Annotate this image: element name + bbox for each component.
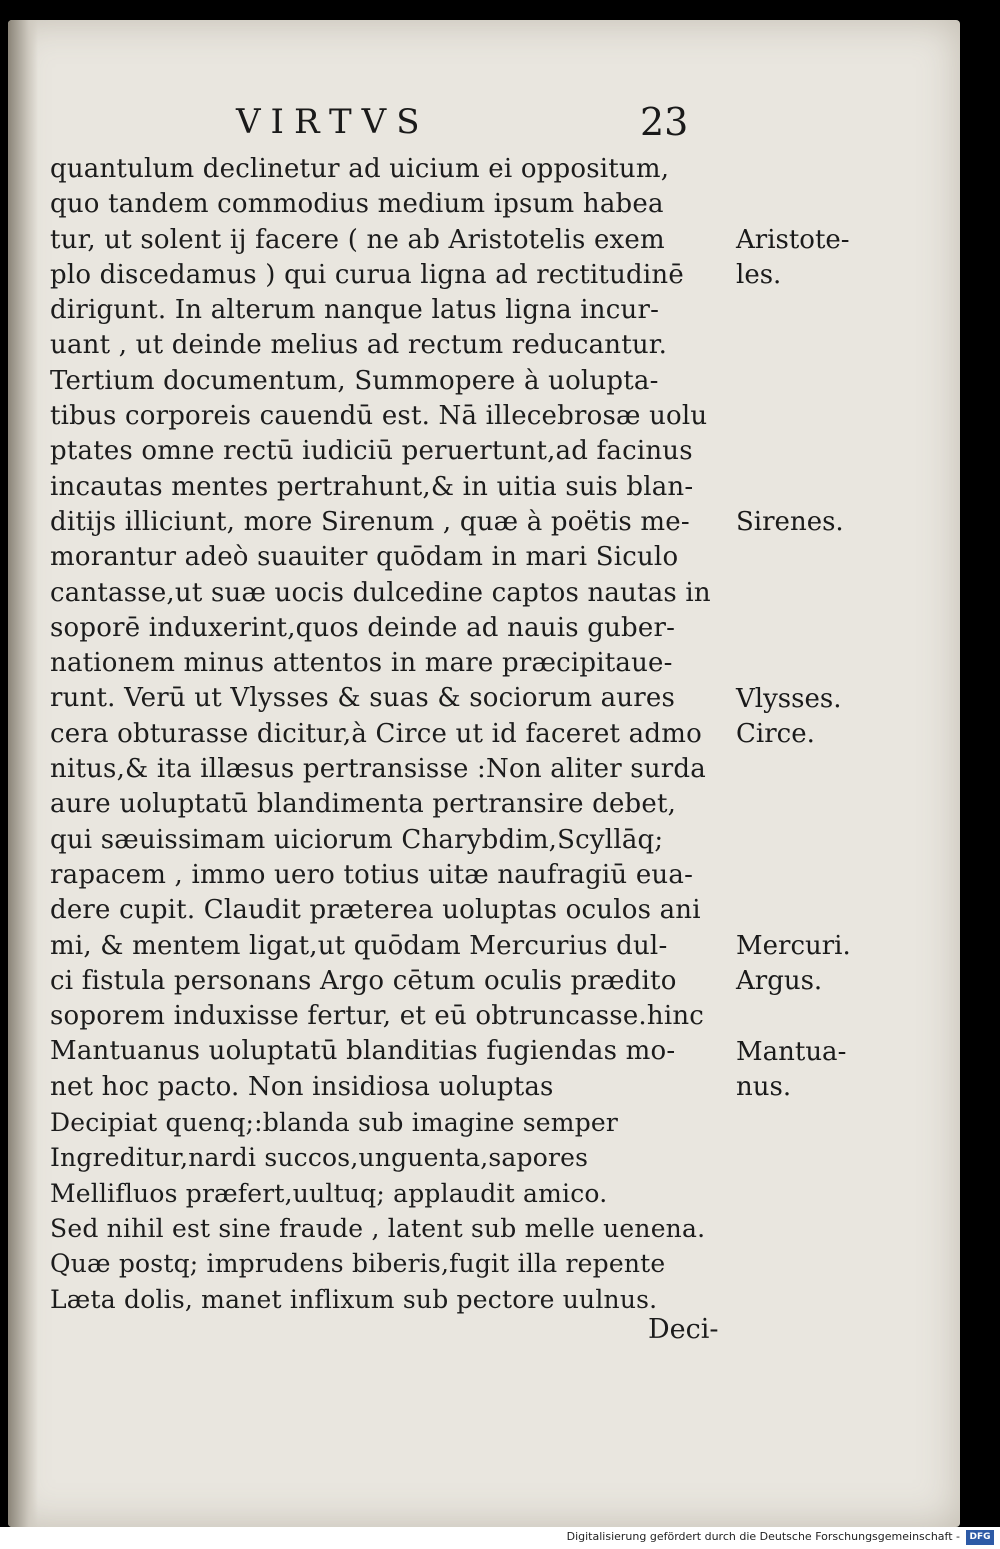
text-line: cantasse,ut suæ uocis dulcedine captos nautas in xyxy=(50,577,711,608)
text-line: Tertium documentum, Summopere à uolupta- xyxy=(50,365,659,396)
funding-credit: Digitalisierung gefördert durch die Deutsche Forschungsgemeinschaft - xyxy=(566,1530,960,1543)
margin-note: Mercuri. xyxy=(736,930,851,961)
text-line: rapacem , immo uero totius uitæ naufragiū eua- xyxy=(50,859,694,890)
margin-note: Argus. xyxy=(736,965,823,996)
page-number: 23 xyxy=(640,100,689,144)
text-line: tur, ut solent ij facere ( ne ab Aristotelis exem xyxy=(50,224,665,255)
running-head: VIRTVS xyxy=(236,102,430,142)
page-gutter-shadow xyxy=(8,20,38,1527)
text-line: soporē induxerint,quos deinde ad nauis guber- xyxy=(50,612,676,643)
text-line: Læta dolis, manet inflixum sub pectore uulnus. xyxy=(50,1284,658,1314)
margin-note: Circe. xyxy=(736,718,815,749)
text-line: aure uoluptatū blandimenta pertransire debet, xyxy=(50,789,677,820)
text-line: quantulum declinetur ad uicium ei oppositum, xyxy=(50,154,670,184)
book-page xyxy=(8,20,960,1527)
text-line: Mantuanus uoluptatū blanditias fugiendas mo- xyxy=(50,1036,676,1067)
text-line: Quæ postq; imprudens biberis,fugit illa repente xyxy=(50,1249,666,1279)
text-line: nationem minus attentos in mare præcipitaue- xyxy=(50,648,673,679)
margin-note: les. xyxy=(736,259,782,290)
text-line: Ingreditur,nardi succos,unguenta,sapores xyxy=(50,1143,589,1173)
margin-note: Vlysses. xyxy=(736,683,842,714)
main-text-block xyxy=(50,152,740,1317)
text-line: net hoc pacto. Non insidiosa uoluptas xyxy=(50,1071,554,1102)
text-line: tibus corporeis cauendū est. Nā illecebrosæ uolu xyxy=(50,401,708,432)
text-line: plo discedamus ) qui curua ligna ad rectitudinē xyxy=(50,259,684,290)
footer-strip xyxy=(0,1527,1000,1549)
text-line: runt. Verū ut Vlysses & suas & sociorum aures xyxy=(50,683,676,714)
text-line: ditijs illiciunt, more Sirenum , quæ à poëtis me- xyxy=(50,506,690,537)
text-line: quo tandem commodius medium ipsum habea xyxy=(50,189,664,220)
dfg-logo: DFG xyxy=(966,1530,994,1545)
text-line: ptates omne rectū iudiciū peruertunt,ad facinus xyxy=(50,436,693,467)
text-line: soporem induxisse fertur, et eū obtruncasse.hinc xyxy=(50,1001,705,1032)
text-line: Decipiat quenq;:blanda sub imagine semper xyxy=(50,1108,619,1138)
text-line: uant , ut deinde melius ad rectum reducantur. xyxy=(50,330,668,361)
margin-note: nus. xyxy=(736,1071,792,1102)
text-line: incautas mentes pertrahunt,& in uitia suis blan- xyxy=(50,471,694,502)
text-line: morantur adeò suauiter quōdam in mari Siculo xyxy=(50,542,679,573)
text-line: ci fistula personans Argo cētum oculis prædito xyxy=(50,965,677,996)
text-line: Sed nihil est sine fraude , latent sub melle uenena. xyxy=(50,1213,706,1243)
text-line: nitus,& ita illæsus pertransisse :Non aliter surda xyxy=(50,754,706,785)
margin-note: Aristote- xyxy=(736,224,850,255)
margin-note: Mantua- xyxy=(736,1036,847,1067)
catchword: Deci- xyxy=(648,1314,719,1345)
text-line: dere cupit. Claudit præterea uoluptas oculos ani xyxy=(50,895,701,926)
margin-note: Sirenes. xyxy=(736,507,844,537)
text-line: qui sæuissimam uiciorum Charybdim,Scyllāq; xyxy=(50,824,664,855)
text-line: dirigunt. In alterum nanque latus ligna incur- xyxy=(50,295,660,326)
text-line: cera obturasse dicitur,à Circe ut id faceret admo xyxy=(50,718,702,749)
text-line: Mellifluos præfert,uultuq; applaudit amico. xyxy=(50,1178,608,1208)
text-line: mi, & mentem ligat,ut quōdam Mercurius dul- xyxy=(50,930,668,961)
